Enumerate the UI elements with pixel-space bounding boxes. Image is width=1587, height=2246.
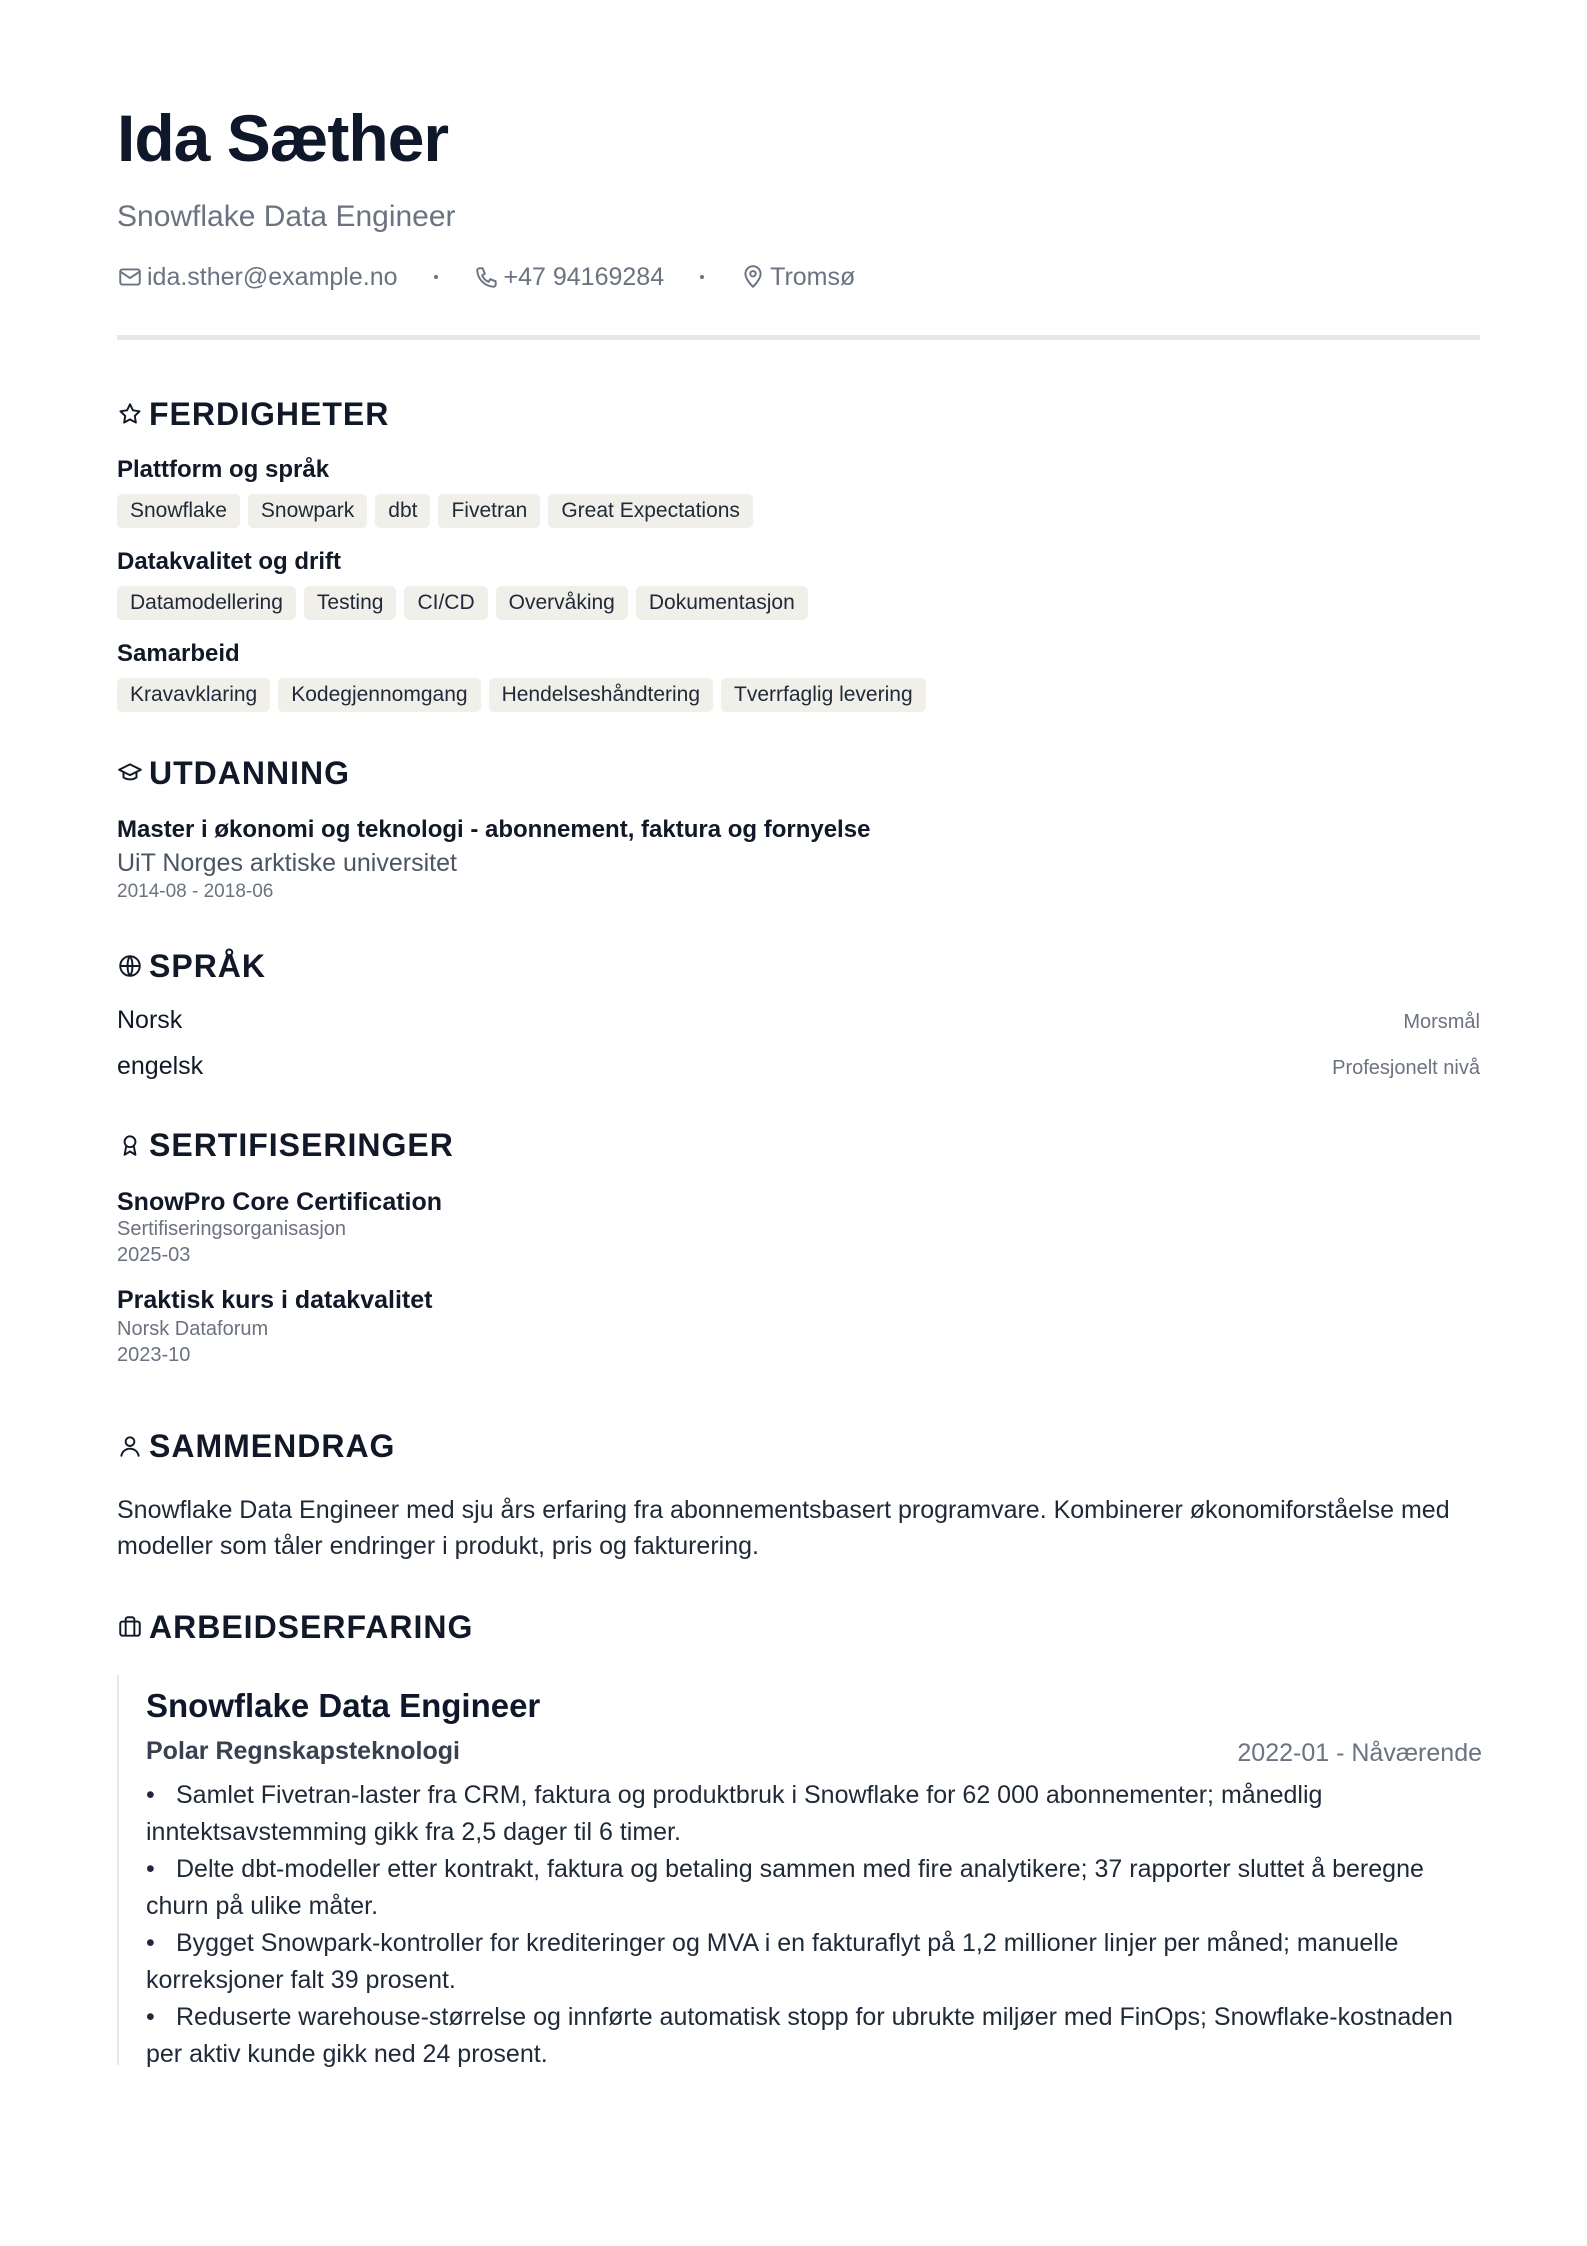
- skill-tag: Kodegjennomgang: [278, 678, 480, 712]
- job-entry: [117, 1675, 1482, 2068]
- map-pin-icon: [740, 264, 766, 290]
- skill-tag: Overvåking: [496, 586, 628, 620]
- star-icon: [117, 401, 143, 427]
- bullet-dot: •: [146, 2003, 155, 2031]
- skill-tag: Fivetran: [438, 494, 540, 528]
- bullet-text: Bygget Snowpark-kontroller for krediteringer og MVA i en fakturaflyt på 1,2 millioner linjer per måned; manuelle korreksjoner falt 39 prosent.: [146, 1929, 1399, 1994]
- education-dates: 2014-08 - 2018-06: [117, 881, 274, 902]
- language-name: Norsk: [117, 1006, 183, 1034]
- contact-separator: [434, 275, 438, 279]
- language-level: Profesjonelt nivå: [1332, 1057, 1480, 1079]
- languages-title-text: SPRÅK: [149, 948, 267, 984]
- location-text: Tromsø: [770, 262, 856, 291]
- skill-tag: Tverrfaglig levering: [721, 678, 926, 712]
- summary-text: Snowflake Data Engineer med sju års erfaring fra abonnementsbasert programvare. Kombinerer økonomiforståelse med modeller som tåler endringer i produkt, pris og fakturering.: [117, 1496, 1450, 1560]
- contact-phone[interactable]: [474, 264, 665, 290]
- email-text: ida.sther@example.no: [147, 262, 398, 291]
- certification-org: Norsk Dataforum: [117, 1318, 269, 1340]
- bullet-text: Delte dbt-modeller etter kontrakt, faktura og betaling sammen med fire analytikere; 37 rapporter sluttet å beregne churn på ulike måter.: [146, 1855, 1424, 1920]
- award-icon: [117, 1132, 143, 1158]
- user-icon: [117, 1433, 143, 1459]
- language-name: engelsk: [117, 1052, 204, 1080]
- section-title-experience: [117, 1611, 473, 1643]
- globe-icon: [117, 953, 143, 979]
- contact-separator: [700, 275, 704, 279]
- certification-name: SnowPro Core Certification: [117, 1188, 443, 1216]
- job-bullet: [146, 1925, 1482, 1999]
- education-degree: Master i økonomi og teknologi - abonnement, faktura og fornyelse: [117, 816, 871, 843]
- job-title: Snowflake Data Engineer: [146, 1687, 541, 1724]
- candidate-role: Snowflake Data Engineer: [117, 200, 456, 233]
- bullet-dot: •: [146, 1781, 155, 1809]
- bullet-dot: •: [146, 1855, 155, 1883]
- skill-tag: Kravavklaring: [117, 678, 270, 712]
- bullet-text: Samlet Fivetran-laster fra CRM, faktura og produktbruk i Snowflake for 62 000 abonnementer; månedlig inntektsavstemming gikk fra 2,5 dager til 6 timer.: [146, 1781, 1323, 1846]
- section-title-skills: [117, 398, 389, 430]
- language-level: Morsmål: [1403, 1011, 1480, 1033]
- skills-title-text: FERDIGHETER: [149, 396, 390, 432]
- skill-tag: Dokumentasjon: [636, 586, 808, 620]
- skill-tag: Hendelseshåndtering: [489, 678, 713, 712]
- certifications-title-text: SERTIFISERINGER: [149, 1127, 454, 1163]
- contact-line: [117, 264, 855, 290]
- certification-date: 2025-03: [117, 1244, 191, 1266]
- skill-tag: CI/CD: [404, 586, 487, 620]
- candidate-name: Ida Sæther: [117, 101, 449, 175]
- language-row: [117, 1006, 1480, 1035]
- bullet-dot: •: [146, 1929, 155, 1957]
- job-bullet: [146, 1851, 1482, 1925]
- job-bullet: [146, 1999, 1482, 2073]
- skill-tag: Datamodellering: [117, 586, 296, 620]
- certification-org: Sertifiseringsorganisasjon: [117, 1218, 347, 1240]
- skill-tag: Great Expectations: [548, 494, 753, 528]
- bullet-text: Reduserte warehouse-størrelse og innførte automatisk stopp for ubrukte miljøer med FinOps; Snowflake-kostnaden per aktiv kunde gikk ned 24 prosent.: [146, 2003, 1453, 2068]
- contact-email[interactable]: [117, 264, 398, 290]
- skill-tags: [117, 586, 808, 620]
- job-dates: 2022-01 - Nåværende: [1237, 1739, 1482, 1767]
- section-title-languages: [117, 950, 266, 982]
- skill-tags: [117, 494, 753, 528]
- section-title-education: [117, 757, 350, 789]
- contact-location: [740, 264, 855, 290]
- education-school: UiT Norges arktiske universitet: [117, 849, 457, 877]
- skill-tags: [117, 678, 926, 712]
- section-title-summary: [117, 1430, 395, 1462]
- certification-date: 2023-10: [117, 1344, 191, 1366]
- summary-title-text: SAMMENDRAG: [149, 1428, 396, 1464]
- skill-tag: Testing: [304, 586, 397, 620]
- job-bullet: [146, 1777, 1482, 1851]
- language-row: [117, 1052, 1480, 1081]
- skill-group-label: Samarbeid: [117, 640, 240, 667]
- briefcase-icon: [117, 1614, 143, 1640]
- job-company: Polar Regnskapsteknologi: [146, 1737, 460, 1765]
- graduation-cap-icon: [117, 760, 143, 786]
- section-title-certifications: [117, 1129, 454, 1161]
- education-title-text: UTDANNING: [149, 755, 350, 791]
- skill-group-label: Plattform og språk: [117, 456, 330, 483]
- mail-icon: [117, 264, 143, 290]
- header-divider: [117, 335, 1480, 340]
- phone-icon: [474, 264, 500, 290]
- job-bullets: [146, 1777, 1482, 2073]
- skill-tag: Snowpark: [248, 494, 367, 528]
- skill-group-label: Datakvalitet og drift: [117, 548, 342, 575]
- skill-tag: Snowflake: [117, 494, 240, 528]
- experience-title-text: ARBEIDSERFARING: [149, 1609, 474, 1645]
- certification-name: Praktisk kurs i datakvalitet: [117, 1286, 433, 1314]
- phone-text: +47 94169284: [503, 262, 665, 291]
- skill-tag: dbt: [375, 494, 430, 528]
